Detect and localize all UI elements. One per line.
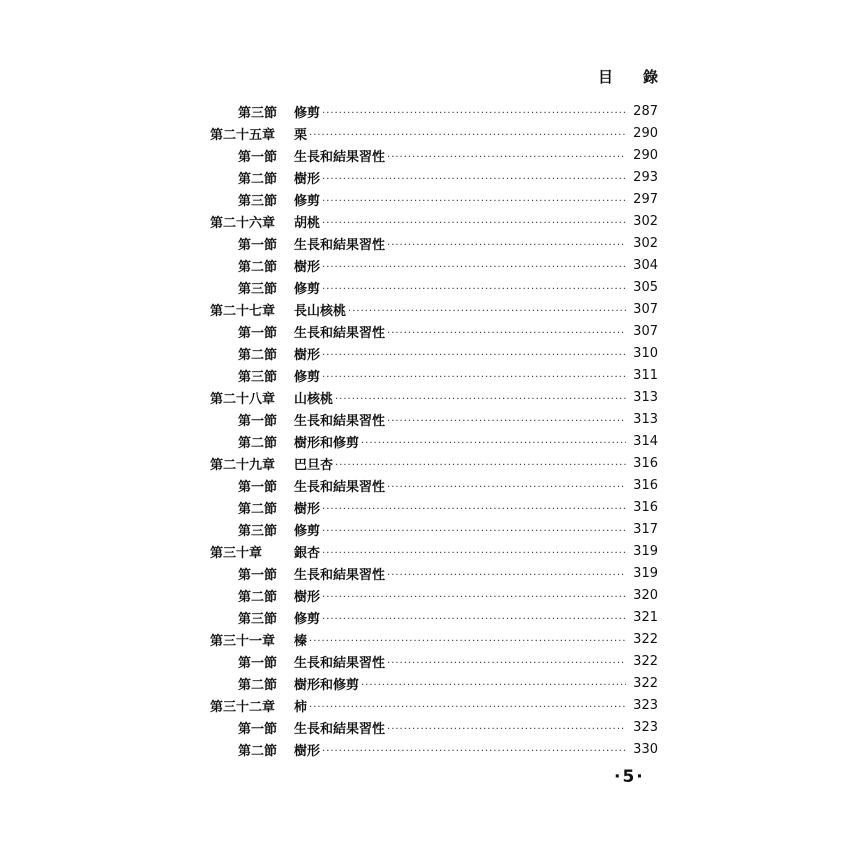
entry-number: 第二十八章 xyxy=(210,391,276,407)
toc-chapter-entry xyxy=(210,210,658,232)
entry-page-number: 302 xyxy=(633,235,658,251)
dot-leader xyxy=(335,460,626,471)
entry-title: 生長和結果習性 xyxy=(294,413,386,429)
entry-title: 樹形 xyxy=(294,171,321,187)
page-number: ·5· xyxy=(614,767,645,787)
entry-page-number: 322 xyxy=(633,631,658,647)
entry-page-number: 316 xyxy=(633,455,658,471)
entry-page-number: 320 xyxy=(633,587,658,603)
entry-number: 第三節 xyxy=(238,523,278,539)
entry-number: 第一節 xyxy=(238,479,278,495)
toc-section-entry xyxy=(210,518,658,540)
entry-number: 第三十一章 xyxy=(210,633,276,649)
entry-number: 第二十五章 xyxy=(210,127,276,143)
entry-number: 第二節 xyxy=(238,171,278,187)
dot-leader xyxy=(309,636,626,647)
dot-leader xyxy=(322,592,626,603)
dot-leader xyxy=(322,350,626,361)
entry-page-number: 319 xyxy=(633,565,658,581)
dot-leader xyxy=(387,328,626,339)
entry-page-number: 302 xyxy=(633,213,658,229)
toc-section-entry xyxy=(210,188,658,210)
entry-title: 山核桃 xyxy=(294,391,334,407)
entry-page-number: 310 xyxy=(633,345,658,361)
toc-chapter-entry xyxy=(210,122,658,144)
entry-page-number: 322 xyxy=(633,675,658,691)
entry-page-number: 290 xyxy=(633,125,658,141)
entry-title: 修剪 xyxy=(294,369,321,385)
entry-title: 生長和結果習性 xyxy=(294,237,386,253)
entry-page-number: 313 xyxy=(633,411,658,427)
toc-chapter-entry xyxy=(210,628,658,650)
entry-title: 樹形 xyxy=(294,743,321,759)
entry-page-number: 322 xyxy=(633,653,658,669)
entry-title: 樹形和修剪 xyxy=(294,677,360,693)
dot-leader xyxy=(387,152,626,163)
toc-chapter-entry xyxy=(210,540,658,562)
entry-page-number: 305 xyxy=(633,279,658,295)
entry-number: 第二節 xyxy=(238,589,278,605)
entry-page-number: 297 xyxy=(633,191,658,207)
entry-title: 生長和結果習性 xyxy=(294,721,386,737)
toc-section-entry xyxy=(210,474,658,496)
dot-leader xyxy=(322,218,626,229)
entry-title: 胡桃 xyxy=(294,215,321,231)
toc-section-entry xyxy=(210,562,658,584)
toc-section-entry xyxy=(210,342,658,364)
toc-section-entry xyxy=(210,100,658,122)
entry-page-number: 323 xyxy=(633,697,658,713)
entry-title: 修剪 xyxy=(294,281,321,297)
entry-title: 樹形 xyxy=(294,347,321,363)
entry-title: 修剪 xyxy=(294,193,321,209)
table-of-contents xyxy=(210,100,658,760)
running-head-left: 目 xyxy=(598,68,614,86)
entry-title: 樹形和修剪 xyxy=(294,435,360,451)
dot-leader xyxy=(387,724,626,735)
dot-leader xyxy=(387,416,626,427)
entry-page-number: 307 xyxy=(633,323,658,339)
toc-section-entry xyxy=(210,672,658,694)
dot-leader xyxy=(322,614,626,625)
dot-leader xyxy=(322,284,626,295)
entry-page-number: 323 xyxy=(633,719,658,735)
entry-number: 第二節 xyxy=(238,259,278,275)
entry-page-number: 290 xyxy=(633,147,658,163)
toc-section-entry xyxy=(210,650,658,672)
toc-section-entry xyxy=(210,738,658,760)
entry-title: 榛 xyxy=(294,633,308,649)
entry-page-number: 319 xyxy=(633,543,658,559)
entry-number: 第二節 xyxy=(238,501,278,517)
entry-number: 第三節 xyxy=(238,193,278,209)
entry-page-number: 321 xyxy=(633,609,658,625)
entry-title: 樹形 xyxy=(294,501,321,517)
dot-leader xyxy=(361,438,626,449)
entry-title: 生長和結果習性 xyxy=(294,325,386,341)
entry-number: 第一節 xyxy=(238,721,278,737)
entry-number: 第三節 xyxy=(238,105,278,121)
entry-number: 第二節 xyxy=(238,677,278,693)
entry-number: 第二節 xyxy=(238,435,278,451)
dot-leader xyxy=(322,174,626,185)
toc-section-entry xyxy=(210,144,658,166)
dot-leader xyxy=(322,196,626,207)
toc-section-entry xyxy=(210,364,658,386)
dot-leader xyxy=(309,130,626,141)
dot-leader xyxy=(322,548,626,559)
entry-title: 巴旦杏 xyxy=(294,457,334,473)
toc-section-entry xyxy=(210,606,658,628)
entry-title: 生長和結果習性 xyxy=(294,149,386,165)
entry-title: 修剪 xyxy=(294,105,321,121)
entry-number: 第一節 xyxy=(238,413,278,429)
entry-number: 第一節 xyxy=(238,567,278,583)
entry-number: 第三十二章 xyxy=(210,699,276,715)
entry-page-number: 304 xyxy=(633,257,658,273)
toc-section-entry xyxy=(210,166,658,188)
entry-page-number: 317 xyxy=(633,521,658,537)
dot-leader xyxy=(322,108,626,119)
toc-section-entry xyxy=(210,584,658,606)
entry-page-number: 307 xyxy=(633,301,658,317)
dot-leader xyxy=(322,504,626,515)
toc-section-entry xyxy=(210,276,658,298)
toc-section-entry xyxy=(210,254,658,276)
entry-title: 生長和結果習性 xyxy=(294,479,386,495)
entry-number: 第二十六章 xyxy=(210,215,276,231)
entry-number: 第二節 xyxy=(238,347,278,363)
entry-number: 第三節 xyxy=(238,369,278,385)
toc-section-entry xyxy=(210,320,658,342)
entry-page-number: 293 xyxy=(633,169,658,185)
entry-number: 第一節 xyxy=(238,149,278,165)
entry-page-number: 313 xyxy=(633,389,658,405)
dot-leader xyxy=(322,526,626,537)
entry-page-number: 330 xyxy=(633,741,658,757)
entry-title: 樹形 xyxy=(294,589,321,605)
toc-section-entry xyxy=(210,408,658,430)
entry-page-number: 316 xyxy=(633,499,658,515)
running-head xyxy=(598,66,658,87)
entry-title: 生長和結果習性 xyxy=(294,655,386,671)
toc-section-entry xyxy=(210,430,658,452)
entry-number: 第三節 xyxy=(238,281,278,297)
toc-section-entry xyxy=(210,232,658,254)
dot-leader xyxy=(322,262,626,273)
entry-number: 第三節 xyxy=(238,611,278,627)
entry-page-number: 287 xyxy=(633,103,658,119)
dot-leader xyxy=(387,240,626,251)
entry-number: 第二節 xyxy=(238,743,278,759)
entry-page-number: 314 xyxy=(633,433,658,449)
dot-leader xyxy=(348,306,626,317)
toc-chapter-entry xyxy=(210,694,658,716)
entry-number: 第一節 xyxy=(238,655,278,671)
entry-title: 栗 xyxy=(294,127,308,143)
entry-page-number: 311 xyxy=(633,367,658,383)
entry-number: 第二十七章 xyxy=(210,303,276,319)
entry-number: 第一節 xyxy=(238,237,278,253)
entry-number: 第一節 xyxy=(238,325,278,341)
entry-title: 生長和結果習性 xyxy=(294,567,386,583)
toc-section-entry xyxy=(210,496,658,518)
dot-leader xyxy=(387,482,626,493)
entry-number: 第二十九章 xyxy=(210,457,276,473)
entry-title: 樹形 xyxy=(294,259,321,275)
dot-leader xyxy=(335,394,626,405)
entry-number: 第三十章 xyxy=(210,545,263,561)
dot-leader xyxy=(387,658,626,669)
dot-leader xyxy=(322,372,626,383)
dot-leader xyxy=(309,702,626,713)
entry-title: 柿 xyxy=(294,699,308,715)
toc-chapter-entry xyxy=(210,386,658,408)
entry-title: 修剪 xyxy=(294,611,321,627)
entry-title: 修剪 xyxy=(294,523,321,539)
dot-leader xyxy=(322,746,626,757)
dot-leader xyxy=(361,680,626,691)
running-head-right: 錄 xyxy=(642,68,658,86)
dot-leader xyxy=(387,570,626,581)
entry-title: 銀杏 xyxy=(294,545,321,561)
entry-title: 長山核桃 xyxy=(294,303,347,319)
toc-section-entry xyxy=(210,716,658,738)
entry-page-number: 316 xyxy=(633,477,658,493)
toc-chapter-entry xyxy=(210,298,658,320)
toc-chapter-entry xyxy=(210,452,658,474)
